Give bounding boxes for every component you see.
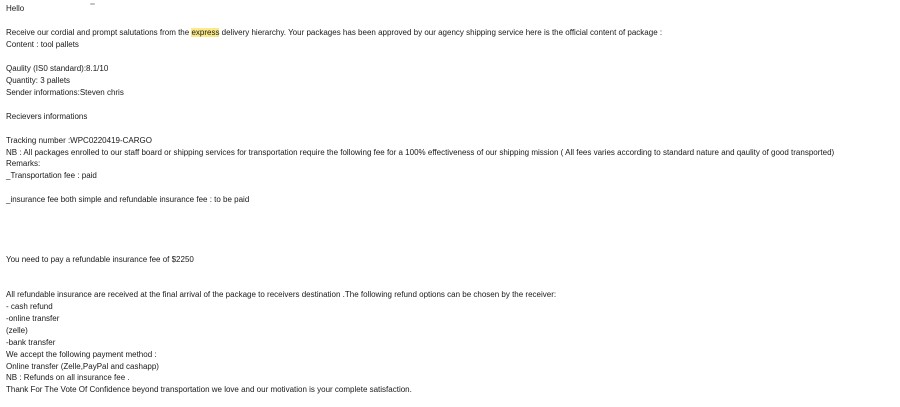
refund-option: - cash refund xyxy=(6,302,53,311)
greeting: Hello xyxy=(6,4,25,13)
sender-info: Sender informations:Steven chris xyxy=(6,88,124,97)
closing-line: Thank For The Vote Of Confidence beyond transportation we love and our motivation is your complete satisfaction. xyxy=(6,385,412,394)
receivers-heading: Recievers informations xyxy=(6,112,88,121)
highlighted-word: express xyxy=(191,28,220,37)
intro-text-before: Receive our cordial and prompt salutations from the xyxy=(6,28,192,37)
insurance-fee: _insurance fee both simple and refundable insurance fee : to be paid xyxy=(6,195,250,204)
package-quality: Qaulity (IS0 standard):8.1/10 xyxy=(6,64,109,73)
payment-methods-heading: We accept the following payment method : xyxy=(6,350,157,359)
refund-option: -online transfer xyxy=(6,314,60,323)
payment-notice: You need to pay a refundable insurance fee of $2250 xyxy=(6,255,194,264)
intro-paragraph xyxy=(6,27,662,38)
intro-text-after: delivery hierarchy. Your packages has been approved by our agency shipping service here is the official content of package : xyxy=(219,28,663,37)
remarks-label: Remarks: xyxy=(6,159,41,168)
refund-option: -bank transfer xyxy=(6,338,56,347)
tracking-number: Tracking number :WPC0220419-CARGO xyxy=(6,136,152,145)
refund-option: (zelle) xyxy=(6,326,28,335)
redacted-name-mark xyxy=(90,3,95,5)
transport-fee: _Transportation fee : paid xyxy=(6,171,97,180)
package-content: Content : tool pallets xyxy=(6,40,79,49)
payment-methods: Online transfer (Zelle,PayPal and cashapp) xyxy=(6,362,159,371)
refund-intro: All refundable insurance are received at the final arrival of the package to receivers destination .The following refund options can be chosen by the receiver: xyxy=(6,290,557,299)
package-quantity: Quantity: 3 pallets xyxy=(6,76,71,85)
nb-refunds: NB : Refunds on all insurance fee . xyxy=(6,373,130,382)
nb-fee-notice: NB : All packages enrolled to our staff board or shipping services for transportation require the following fee for a 100% effectiveness of our shipping mission ( All fees varies according to standard nature and qaulity of good transported) xyxy=(6,148,835,157)
